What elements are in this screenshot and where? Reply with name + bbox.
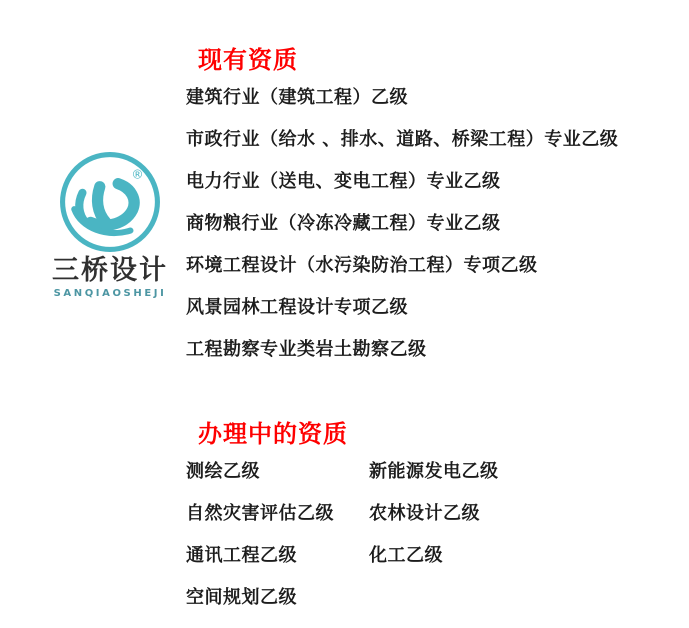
section-heading-pending-qualifications: 办理中的资质 (198, 420, 348, 448)
list-item-qualification: 市政行业（给水 、排水、道路、桥梁工程）专业乙级 (186, 129, 619, 150)
list-item-qualification: 化工乙级 (369, 545, 443, 566)
list-item-qualification: 电力行业（送电、变电工程）专业乙级 (186, 171, 501, 192)
section-heading-existing-qualifications: 现有资质 (198, 46, 298, 74)
list-item-qualification: 环境工程设计（水污染防治工程）专项乙级 (186, 255, 538, 276)
brand-name-chinese: 三桥设计 (52, 255, 168, 286)
company-logo (43, 151, 177, 299)
list-item-qualification: 通讯工程乙级 (186, 545, 297, 566)
list-item-qualification: 商物粮行业（冷冻冷藏工程）专业乙级 (186, 213, 501, 234)
list-item-qualification: 工程勘察专业类岩土勘察乙级 (186, 339, 427, 360)
list-item-qualification: 风景园林工程设计专项乙级 (186, 297, 408, 318)
registered-trademark-icon: ® (131, 167, 144, 182)
list-item-qualification: 空间规划乙级 (186, 587, 297, 608)
existing-qualifications-list (186, 75, 618, 369)
list-item-qualification: 农林设计乙级 (369, 503, 480, 524)
list-item-qualification: 测绘乙级 (186, 461, 260, 482)
list-item-qualification: 建筑行业（建筑工程）乙级 (186, 87, 408, 108)
list-item-qualification: 新能源发电乙级 (369, 461, 499, 482)
wave-logo-icon (59, 151, 161, 253)
pending-qualifications-list (186, 449, 499, 617)
brand-name-latin: SANQIAOSHEJI (53, 287, 167, 299)
list-item-qualification: 自然灾害评估乙级 (186, 503, 334, 524)
